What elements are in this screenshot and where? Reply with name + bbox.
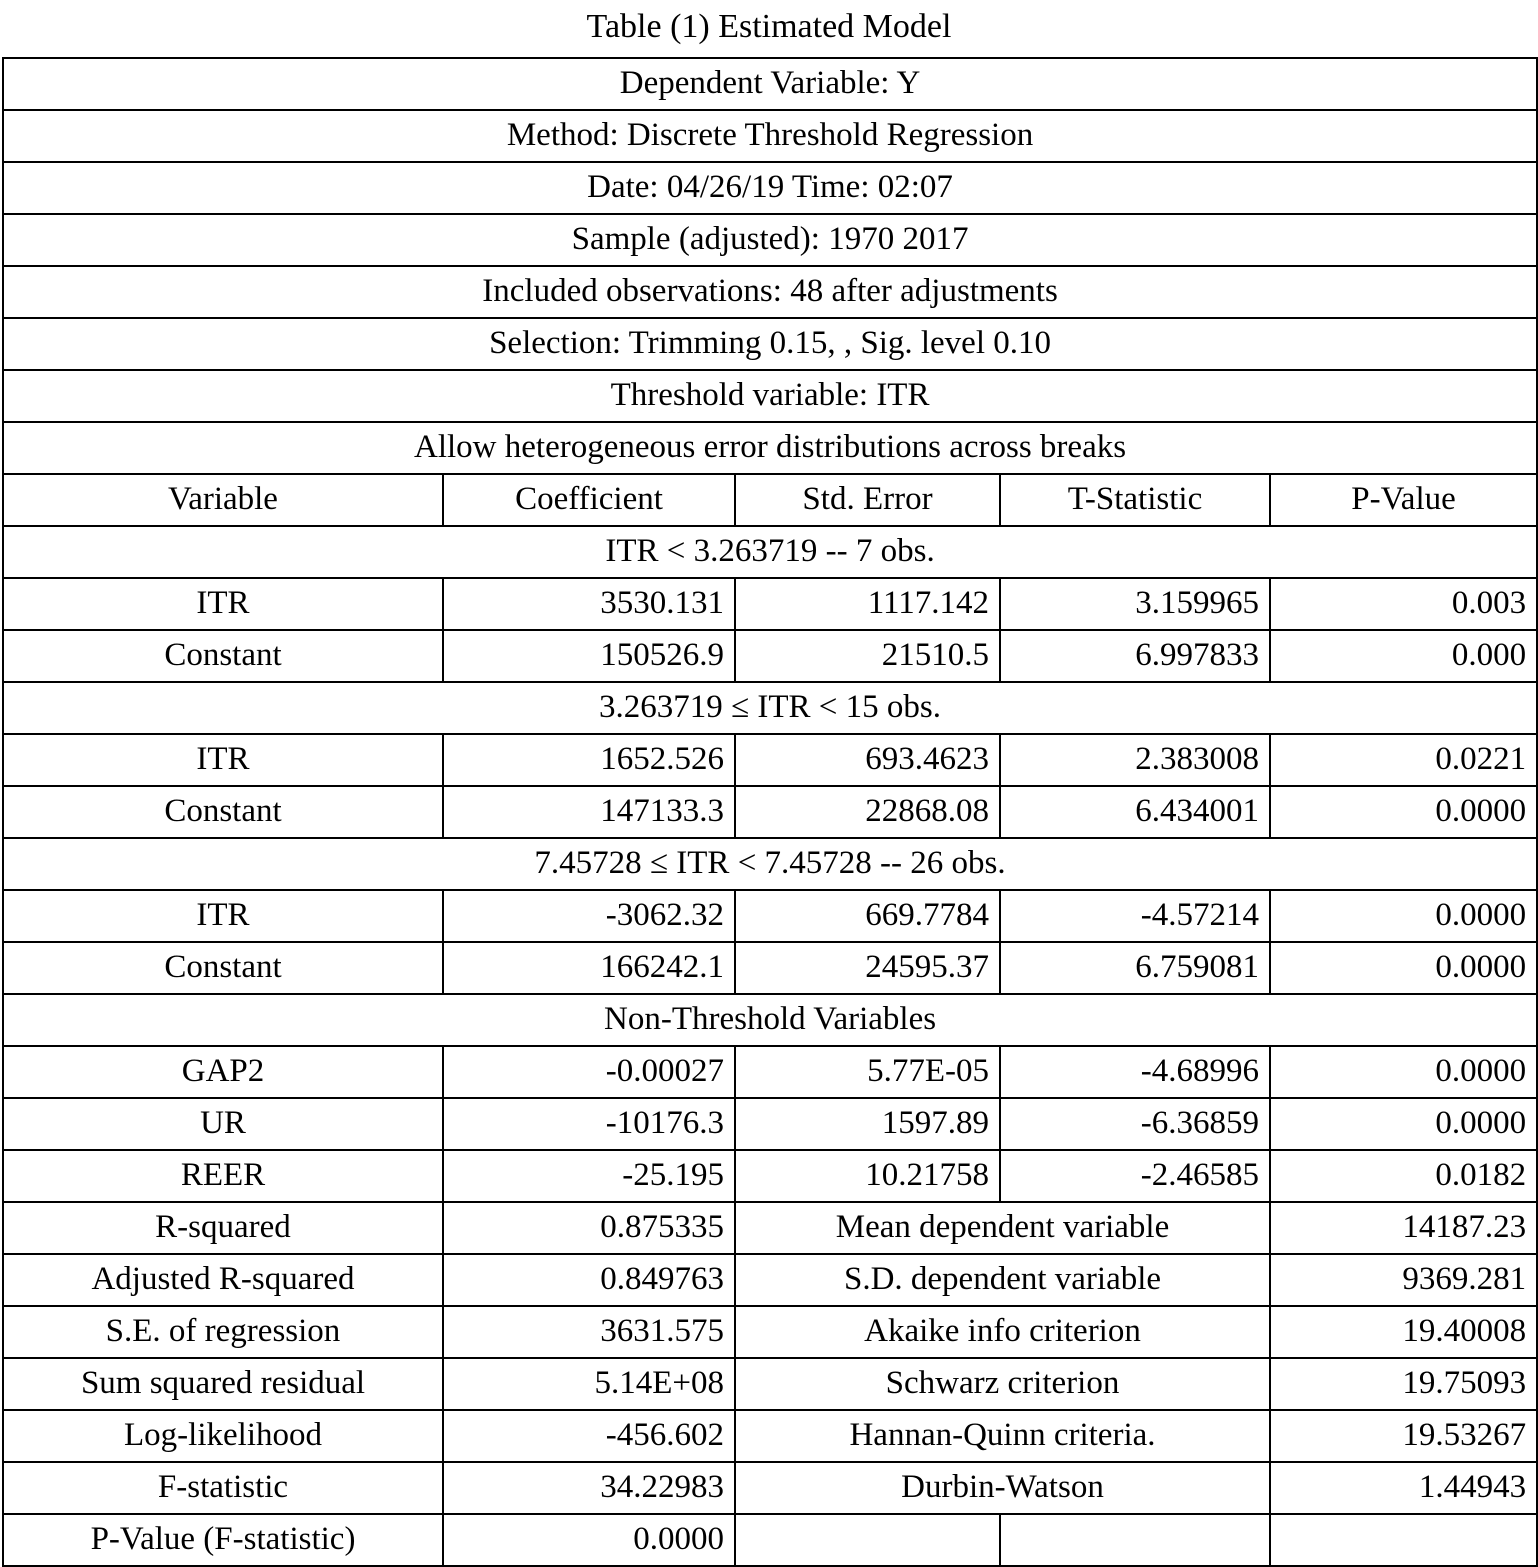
row-variable: Constant [3,942,443,994]
row-variable: Constant [3,630,443,682]
header-row [3,266,1537,318]
final-left-value: 0.0000 [443,1514,735,1566]
statistic-right-label: Durbin-Watson [735,1462,1270,1514]
row-std-error: 5.77E-05 [735,1046,1000,1098]
table-row [3,734,1537,786]
statistic-right-label: Akaike info criterion [735,1306,1270,1358]
row-p-value: 0.0000 [1270,890,1537,942]
table-row [3,578,1537,630]
final-empty-cell [1000,1514,1270,1566]
header-row [3,318,1537,370]
statistic-right-value: 14187.23 [1270,1202,1537,1254]
statistic-left-label: R-squared [3,1202,443,1254]
statistic-row [3,1202,1537,1254]
header-line: Selection: Trimming 0.15, , Sig. level 0.10 [3,318,1537,370]
row-p-value: 0.0000 [1270,942,1537,994]
section-title-row [3,838,1537,890]
table-caption: Table (1) Estimated Model [586,8,952,45]
row-coefficient: 150526.9 [443,630,735,682]
column-header-std-error: Std. Error [735,474,1000,526]
section-title: 3.263719 ≤ ITR < 15 obs. [3,682,1537,734]
header-row [3,162,1537,214]
table-row [3,1046,1537,1098]
statistic-row [3,1254,1537,1306]
table-row [3,1098,1537,1150]
statistic-left-value: 0.875335 [443,1202,735,1254]
row-t-statistic: -2.46585 [1000,1150,1270,1202]
row-t-statistic: -4.68996 [1000,1046,1270,1098]
final-left-label: P-Value (F-statistic) [3,1514,443,1566]
row-variable: ITR [3,890,443,942]
table-body [3,58,1537,1566]
row-std-error: 669.7784 [735,890,1000,942]
header-row [3,422,1537,474]
row-variable: UR [3,1098,443,1150]
row-coefficient: 147133.3 [443,786,735,838]
statistic-left-label: Adjusted R-squared [3,1254,443,1306]
statistic-left-value: 34.22983 [443,1462,735,1514]
row-std-error: 10.21758 [735,1150,1000,1202]
final-mid-cell [735,1514,1000,1566]
table-row [3,890,1537,942]
row-std-error: 1117.142 [735,578,1000,630]
column-header-variable: Variable [3,474,443,526]
section-title: 7.45728 ≤ ITR < 7.45728 -- 26 obs. [3,838,1537,890]
header-line: Threshold variable: ITR [3,370,1537,422]
row-coefficient: -3062.32 [443,890,735,942]
header-row [3,58,1537,110]
section-title-row [3,526,1537,578]
header-row [3,110,1537,162]
header-line: Included observations: 48 after adjustments [3,266,1537,318]
row-t-statistic: -6.36859 [1000,1098,1270,1150]
column-header-row [3,474,1537,526]
row-variable: Constant [3,786,443,838]
statistic-right-value: 19.40008 [1270,1306,1537,1358]
row-coefficient: 1652.526 [443,734,735,786]
column-header-p-value: P-Value [1270,474,1537,526]
row-p-value: 0.0221 [1270,734,1537,786]
statistic-left-label: Sum squared residual [3,1358,443,1410]
statistic-left-value: 3631.575 [443,1306,735,1358]
row-coefficient: -25.195 [443,1150,735,1202]
statistic-left-value: 0.849763 [443,1254,735,1306]
row-t-statistic: -4.57214 [1000,890,1270,942]
statistic-row [3,1306,1537,1358]
statistic-row [3,1462,1537,1514]
statistic-left-label: F-statistic [3,1462,443,1514]
statistic-row [3,1358,1537,1410]
column-header-coefficient: Coefficient [443,474,735,526]
statistic-right-value: 19.75093 [1270,1358,1537,1410]
section-title: Non-Threshold Variables [3,994,1537,1046]
row-p-value: 0.0182 [1270,1150,1537,1202]
statistic-row [3,1410,1537,1462]
table-row [3,942,1537,994]
row-coefficient: 166242.1 [443,942,735,994]
row-t-statistic: 3.159965 [1000,578,1270,630]
statistic-right-value: 1.44943 [1270,1462,1537,1514]
row-p-value: 0.0000 [1270,1046,1537,1098]
statistic-right-value: 9369.281 [1270,1254,1537,1306]
row-coefficient: -10176.3 [443,1098,735,1150]
header-row [3,214,1537,266]
row-p-value: 0.003 [1270,578,1537,630]
statistic-left-label: Log-likelihood [3,1410,443,1462]
header-line: Dependent Variable: Y [3,58,1537,110]
estimated-model-table [2,57,1538,1567]
row-variable: ITR [3,734,443,786]
row-std-error: 693.4623 [735,734,1000,786]
row-coefficient: -0.00027 [443,1046,735,1098]
column-header-t-statistic: T-Statistic [1000,474,1270,526]
row-variable: REER [3,1150,443,1202]
header-line: Method: Discrete Threshold Regression [3,110,1537,162]
row-t-statistic: 6.997833 [1000,630,1270,682]
statistic-right-value: 19.53267 [1270,1410,1537,1462]
statistic-right-label: Schwarz criterion [735,1358,1270,1410]
row-p-value: 0.0000 [1270,786,1537,838]
statistic-left-label: S.E. of regression [3,1306,443,1358]
row-coefficient: 3530.131 [443,578,735,630]
row-t-statistic: 6.759081 [1000,942,1270,994]
row-std-error: 1597.89 [735,1098,1000,1150]
header-row [3,370,1537,422]
header-line: Allow heterogeneous error distributions across breaks [3,422,1537,474]
header-line: Date: 04/26/19 Time: 02:07 [3,162,1537,214]
row-variable: ITR [3,578,443,630]
final-statistic-row [3,1514,1537,1566]
statistic-left-value: -456.602 [443,1410,735,1462]
row-t-statistic: 2.383008 [1000,734,1270,786]
table-row [3,786,1537,838]
final-right-cell [1270,1514,1537,1566]
header-line: Sample (adjusted): 1970 2017 [3,214,1537,266]
row-p-value: 0.000 [1270,630,1537,682]
row-std-error: 21510.5 [735,630,1000,682]
table-row [3,630,1537,682]
statistic-right-label: Hannan-Quinn criteria. [735,1410,1270,1462]
statistic-right-label: S.D. dependent variable [735,1254,1270,1306]
row-variable: GAP2 [3,1046,443,1098]
section-title-row [3,994,1537,1046]
row-p-value: 0.0000 [1270,1098,1537,1150]
table-row [3,1150,1537,1202]
row-std-error: 22868.08 [735,786,1000,838]
section-title-row [3,682,1537,734]
row-std-error: 24595.37 [735,942,1000,994]
statistic-left-value: 5.14E+08 [443,1358,735,1410]
statistic-right-label: Mean dependent variable [735,1202,1270,1254]
row-t-statistic: 6.434001 [1000,786,1270,838]
section-title: ITR < 3.263719 -- 7 obs. [3,526,1537,578]
